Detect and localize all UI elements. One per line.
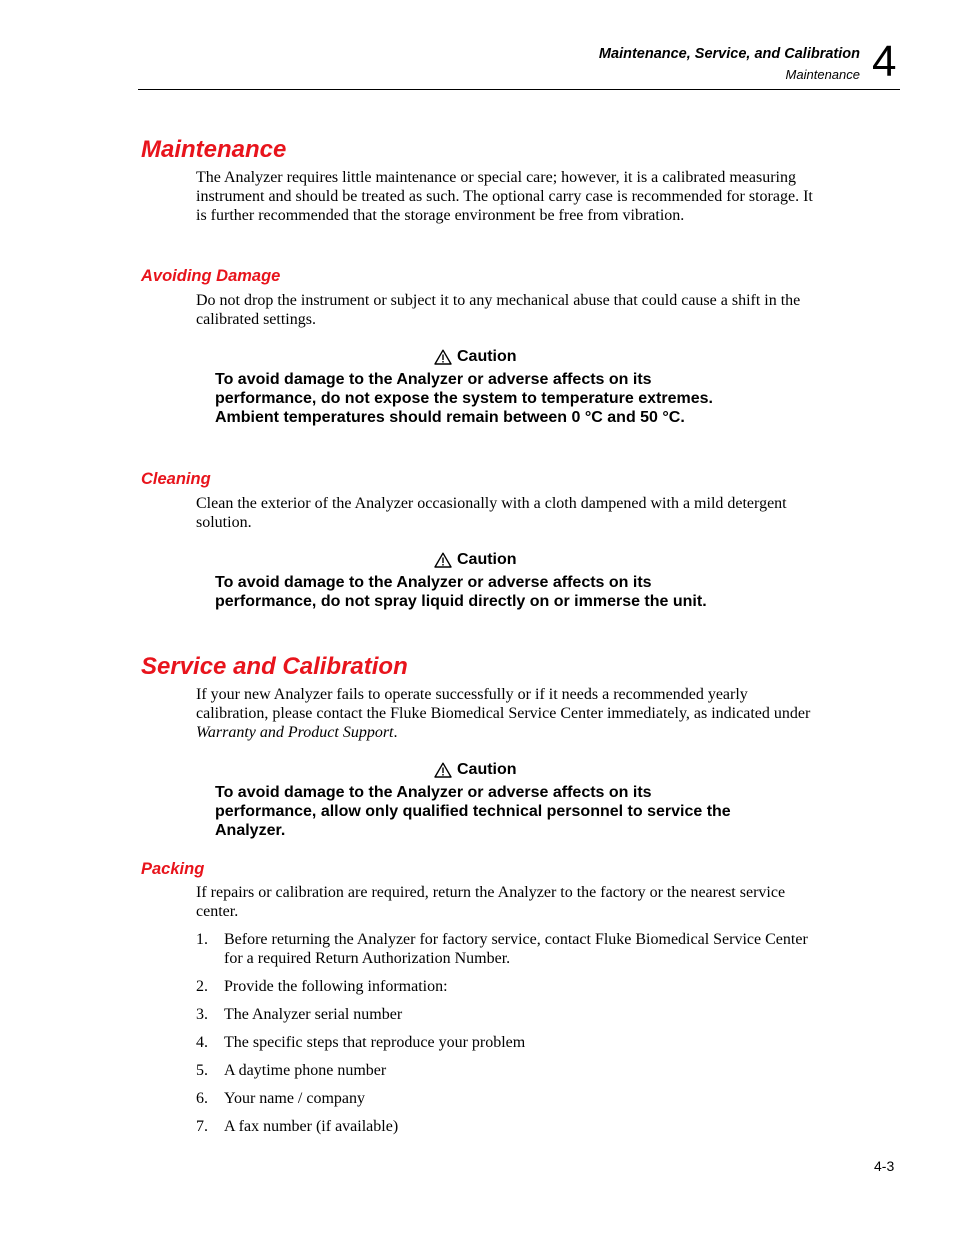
page-number: 4-3 bbox=[874, 1158, 895, 1174]
list-item-text: Your name / company bbox=[224, 1090, 366, 1107]
list-item-number: 6. bbox=[196, 1090, 208, 1107]
maintenance-intro: The Analyzer requires little maintenance or special care; however, it is a calibrated measuring instrument and should be treated as such. The optional carry case is recommended for storage. It is further recommended that the storage environment be free from vibration. bbox=[196, 169, 813, 224]
list-item bbox=[196, 1089, 821, 1108]
warning-triangle-icon bbox=[434, 762, 452, 778]
list-item-text: A fax number (if available) bbox=[224, 1118, 399, 1135]
list-item-number: 2. bbox=[196, 978, 208, 995]
list-item-number: 3. bbox=[196, 1006, 208, 1023]
service-text-part: If your new Analyzer fails to operate successfully or if it needs a recommended yearly calibration, please contact the Fluke Biomedical Service Center immediately, as indicated under bbox=[196, 686, 811, 722]
service-text-end: . bbox=[393, 724, 398, 741]
caution-text: To avoid damage to the Analyzer or adverse affects on its performance, do not spray liquid directly on or immerse the unit. bbox=[215, 574, 707, 610]
caution-text: To avoid damage to the Analyzer or adverse affects on its performance, do not expose the system to temperature extremes. Ambient temperatures should remain between 0 °C and 50 °C. bbox=[215, 371, 713, 426]
list-item bbox=[196, 1005, 821, 1024]
list-item-number: 4. bbox=[196, 1034, 208, 1051]
list-item-text: The Analyzer serial number bbox=[224, 1006, 403, 1023]
avoiding-damage-text: Do not drop the instrument or subject it to any mechanical abuse that could cause a shift in the calibrated settings. bbox=[196, 292, 801, 328]
header-chapter-title: Maintenance, Service, and Calibration bbox=[598, 46, 860, 62]
packing-text: If repairs or calibration are required, return the Analyzer to the factory or the nearest service center. bbox=[196, 884, 786, 920]
heading-cleaning: Cleaning bbox=[141, 470, 211, 488]
list-item bbox=[196, 977, 821, 996]
warranty-reference: Warranty and Product Support bbox=[196, 724, 394, 741]
list-item-text: Provide the following information: bbox=[224, 978, 448, 995]
caution-title bbox=[434, 550, 517, 569]
heading-packing: Packing bbox=[141, 860, 205, 878]
heading-service-calibration: Service and Calibration bbox=[141, 653, 408, 680]
chapter-number: 4 bbox=[872, 37, 897, 86]
warning-triangle-icon bbox=[434, 552, 452, 568]
list-item bbox=[196, 1061, 821, 1080]
caution-title bbox=[434, 760, 517, 779]
list-item-number: 5. bbox=[196, 1062, 208, 1079]
caution-title bbox=[434, 347, 517, 366]
list-item bbox=[196, 1033, 821, 1052]
caution-label: Caution bbox=[457, 551, 517, 568]
service-text bbox=[196, 685, 821, 742]
list-item-number: 1. bbox=[196, 931, 208, 948]
heading-maintenance: Maintenance bbox=[141, 136, 287, 163]
header-section: Maintenance bbox=[785, 67, 860, 82]
list-item bbox=[196, 1117, 821, 1136]
list-item-text: The specific steps that reproduce your problem bbox=[224, 1034, 526, 1051]
header-rule bbox=[138, 89, 900, 90]
caution-text: To avoid damage to the Analyzer or adverse affects on its performance, allow only qualified technical personnel to service the Analyzer. bbox=[215, 784, 731, 839]
caution-label: Caution bbox=[457, 348, 517, 365]
list-item-text: A daytime phone number bbox=[224, 1062, 387, 1079]
list-item bbox=[196, 930, 821, 968]
caution-label: Caution bbox=[457, 761, 517, 778]
warning-triangle-icon bbox=[434, 349, 452, 365]
heading-avoiding-damage: Avoiding Damage bbox=[141, 267, 281, 285]
list-item-number: 7. bbox=[196, 1118, 208, 1135]
list-item-text: Before returning the Analyzer for factory service, contact Fluke Biomedical Service Center for a required Return Authorization Number. bbox=[224, 931, 808, 967]
cleaning-text: Clean the exterior of the Analyzer occasionally with a cloth dampened with a mild detergent solution. bbox=[196, 495, 787, 531]
